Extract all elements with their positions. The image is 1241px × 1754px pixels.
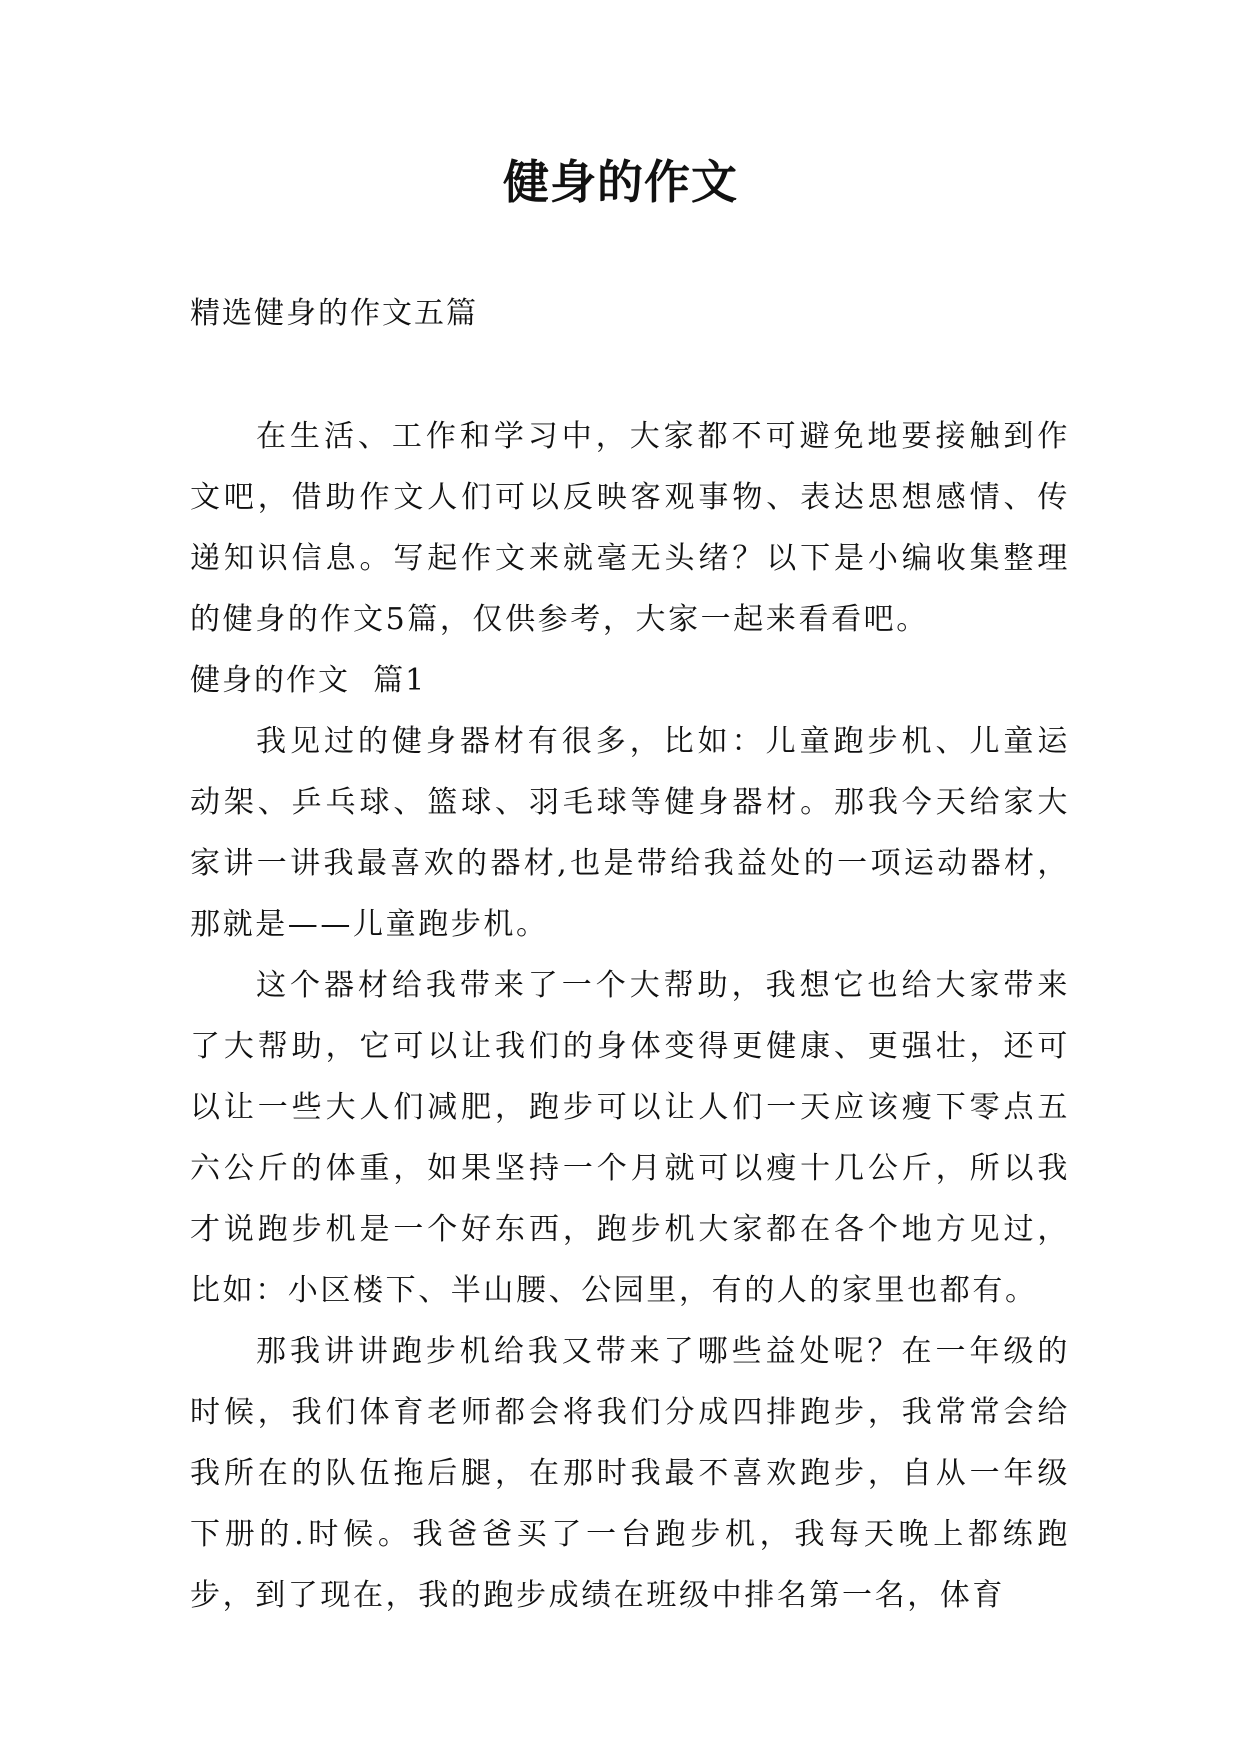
section-heading: 健身的作文 篇1 [190,663,427,698]
intro-paragraph: 在生活、工作和学习中，大家都不可避免地要接触到作文吧，借助作文人们可以反映客观事物、表达思想感情、传递知识信息。写起作文来就毫无头绪？以下是小编收集整理的健身的作文5篇，仅供参考，大家一起来看看吧。 [190,419,1070,637]
body-paragraph: 这个器材给我带来了一个大帮助，我想它也给大家带来了大帮助，它可以让我们的身体变得更健康、更强壮，还可以让一些大人们减肥，跑步可以让人们一天应该瘦下零点五六公斤的体重，如果坚持一个月就可以瘦十几公斤，所以我才说跑步机是一个好东西，跑步机大家都在各个地方见过，比如：小区楼下、半山腰、公园里，有的人的家里也都有。 [190,968,1070,1308]
document-title: 健身的作文 [503,155,738,209]
body-paragraph: 我见过的健身器材有很多，比如：儿童跑步机、儿童运动架、乒乓球、篮球、羽毛球等健身器材。那我今天给家大家讲一讲我最喜欢的器材,也是带给我益处的一项运动器材，那就是——儿童跑步机。 [190,724,1070,942]
document-body [190,406,1070,1626]
document-subtitle: 精选健身的作文五篇 [190,296,478,331]
body-paragraph: 那我讲讲跑步机给我又带来了哪些益处呢？在一年级的时候，我们体育老师都会将我们分成四排跑步，我常常会给我所在的队伍拖后腿，在那时我最不喜欢跑步，自从一年级下册的.时候。我爸爸买了一台跑步机，我每天晚上都练跑步，到了现在，我的跑步成绩在班级中排名第一名，体育 [190,1334,1070,1613]
